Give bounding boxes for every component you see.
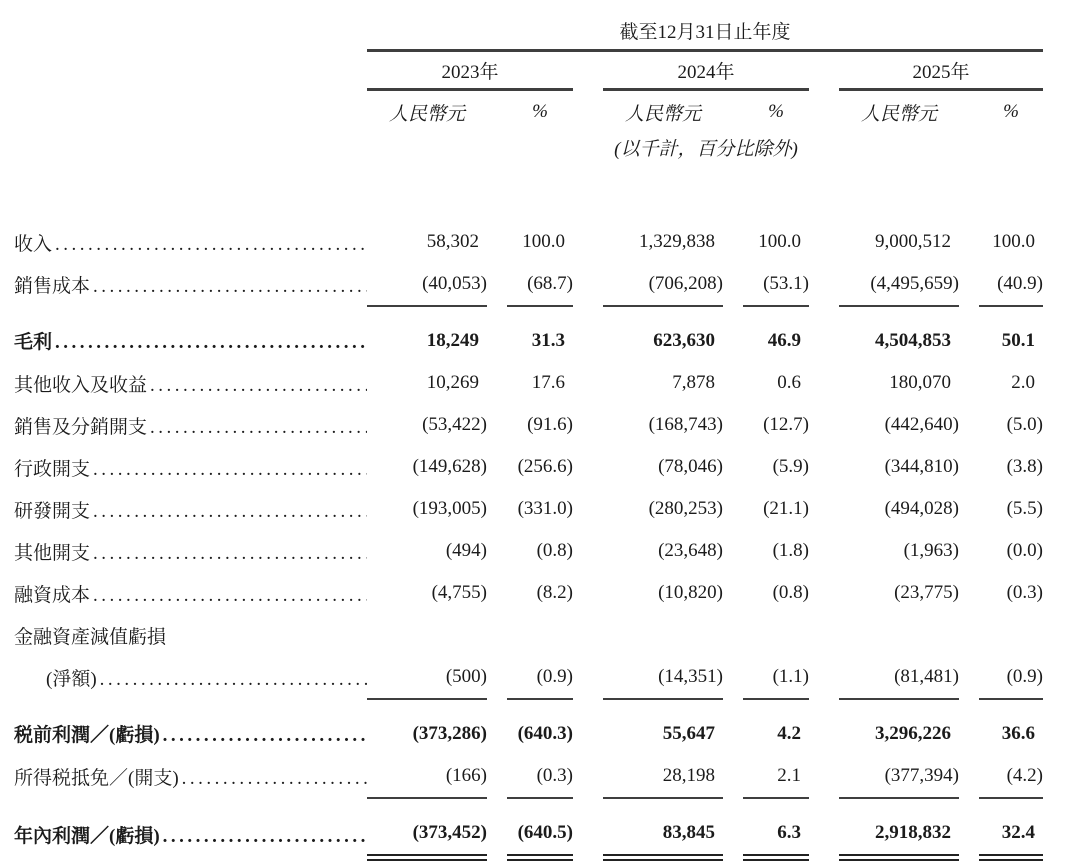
value-2023-pct: (331.0) xyxy=(517,498,573,519)
table-row xyxy=(14,446,1043,488)
column-gap xyxy=(809,699,839,755)
value-2024-pct: (12.7) xyxy=(763,414,809,435)
dot-leader xyxy=(100,669,367,691)
column-gap xyxy=(959,306,979,362)
value-2025-pct: 2.0 xyxy=(1011,372,1035,393)
value-2025-amount: (377,394) xyxy=(839,755,959,798)
column-gap xyxy=(573,656,603,699)
value-2024-amount: 55,647 xyxy=(662,723,715,744)
value-2025-pct: (5.5) xyxy=(1006,498,1043,519)
value-2024-amount: (168,743) xyxy=(648,414,723,435)
table-row xyxy=(14,404,1043,446)
column-gap xyxy=(809,306,839,362)
value-2024-pct: 46.9 xyxy=(767,330,801,351)
dot-leader xyxy=(182,768,367,790)
row-label: 毛利 xyxy=(14,332,53,353)
value-2023-amount: 10,269 xyxy=(426,372,479,393)
dot-leader xyxy=(55,234,367,256)
value-2024-pct: 2.1 xyxy=(743,755,809,798)
value-2024-amount: (23,648) xyxy=(658,540,723,561)
value-2023-pct: (91.6) xyxy=(527,414,573,435)
pct-header-2024: % xyxy=(768,101,784,122)
value-2025-amount: (23,775) xyxy=(894,582,959,603)
value-2024-pct: (1.1) xyxy=(743,656,809,699)
dot-leader xyxy=(93,459,367,481)
period-header: 截至12月31日止年度 xyxy=(367,12,1043,51)
value-2025-pct: 32.4 xyxy=(979,798,1043,858)
value-2023-pct xyxy=(507,614,573,656)
column-gap xyxy=(723,656,743,699)
table-row xyxy=(14,221,1043,263)
row-label: 所得税抵免／(開支) xyxy=(14,768,179,789)
table-row xyxy=(14,798,1043,858)
value-2023-pct: 17.6 xyxy=(531,372,565,393)
row-label: 税前利潤／(虧損) xyxy=(14,725,160,746)
row-label: 融資成本 xyxy=(14,584,91,606)
column-gap xyxy=(573,755,603,798)
column-gap xyxy=(723,572,743,614)
value-2024-pct: 6.3 xyxy=(743,798,809,858)
table-row xyxy=(14,263,1043,306)
value-2023-amount: (494) xyxy=(445,540,487,561)
column-gap xyxy=(487,614,507,656)
row-label: 金融資產減值虧損 xyxy=(14,626,167,648)
column-gap xyxy=(573,362,603,404)
column-gap xyxy=(487,362,507,404)
dot-leader xyxy=(93,543,367,565)
year-header-2023: 2023年 xyxy=(367,51,573,90)
value-2023-amount: (53,422) xyxy=(422,414,487,435)
dot-leader xyxy=(93,585,367,607)
column-gap xyxy=(959,404,979,446)
column-gap xyxy=(723,263,743,306)
column-gap xyxy=(487,798,507,858)
value-2023-amount: (40,053) xyxy=(367,263,487,306)
column-gap xyxy=(573,488,603,530)
value-2024-amount xyxy=(603,614,723,656)
column-gap xyxy=(573,699,603,755)
column-gap xyxy=(809,488,839,530)
column-gap xyxy=(959,699,979,755)
value-2023-amount: (373,452) xyxy=(367,798,487,858)
value-2024-pct: (5.9) xyxy=(772,456,809,477)
value-2024-pct xyxy=(743,614,809,656)
value-2025-amount: (81,481) xyxy=(839,656,959,699)
column-gap xyxy=(573,614,603,656)
value-2024-amount: (280,253) xyxy=(648,498,723,519)
column-gap xyxy=(809,90,839,134)
value-2023-pct: (68.7) xyxy=(507,263,573,306)
table-body xyxy=(14,221,1043,858)
value-2023-amount xyxy=(367,614,487,656)
column-gap xyxy=(487,446,507,488)
column-gap xyxy=(959,614,979,656)
value-2024-pct: 4.2 xyxy=(777,723,801,744)
value-2025-amount: (4,495,659) xyxy=(839,263,959,306)
value-2025-amount: (344,810) xyxy=(884,456,959,477)
value-2023-amount: (373,286) xyxy=(412,723,487,744)
unit-note: (以千計，百分比除外) xyxy=(614,138,798,160)
value-2024-amount: 83,845 xyxy=(603,798,723,858)
column-gap xyxy=(573,530,603,572)
amount-header-2023: 人民幣元 xyxy=(388,103,465,125)
value-2025-pct: (0.3) xyxy=(1006,582,1043,603)
column-gap xyxy=(487,306,507,362)
value-2023-pct: (256.6) xyxy=(517,456,573,477)
column-gap xyxy=(487,530,507,572)
column-gap xyxy=(959,572,979,614)
column-gap xyxy=(959,798,979,858)
column-gap xyxy=(959,656,979,699)
column-gap xyxy=(959,446,979,488)
value-2025-pct: (0.9) xyxy=(979,656,1043,699)
dot-leader xyxy=(163,725,367,747)
value-2023-pct: 100.0 xyxy=(522,231,565,252)
column-gap xyxy=(573,221,603,263)
column-gap xyxy=(959,755,979,798)
dot-leader xyxy=(55,332,367,354)
column-gap xyxy=(487,656,507,699)
year-header-row xyxy=(14,51,1043,90)
column-gap xyxy=(809,404,839,446)
value-2024-amount: (706,208) xyxy=(603,263,723,306)
column-gap xyxy=(809,263,839,306)
table-row xyxy=(14,572,1043,614)
value-2024-pct: (1.8) xyxy=(772,540,809,561)
column-gap xyxy=(573,306,603,362)
column-gap xyxy=(809,572,839,614)
column-gap xyxy=(959,530,979,572)
column-gap xyxy=(487,221,507,263)
amount-header-2025: 人民幣元 xyxy=(860,103,937,125)
row-label: (淨額) xyxy=(46,669,97,690)
value-2023-amount: (149,628) xyxy=(412,456,487,477)
value-2024-amount: 7,878 xyxy=(672,372,715,393)
column-gap xyxy=(487,488,507,530)
header-body-spacer xyxy=(14,161,1043,221)
row-label: 其他收入及收益 xyxy=(14,374,148,396)
column-gap xyxy=(723,488,743,530)
column-gap xyxy=(959,221,979,263)
value-2023-pct: (0.8) xyxy=(536,540,573,561)
column-gap xyxy=(809,798,839,858)
dot-leader xyxy=(93,276,367,298)
table-row xyxy=(14,656,1043,699)
value-2024-amount: 1,329,838 xyxy=(639,231,715,252)
column-gap xyxy=(809,656,839,699)
value-2025-amount: 4,504,853 xyxy=(875,330,951,351)
income-statement-table xyxy=(14,12,1043,861)
year-header-2025: 2025年 xyxy=(839,51,1043,90)
column-gap xyxy=(723,446,743,488)
column-gap xyxy=(723,362,743,404)
column-gap xyxy=(573,51,603,90)
dot-leader xyxy=(163,826,367,848)
dot-leader xyxy=(150,375,367,397)
table-row xyxy=(14,699,1043,755)
value-2025-amount: 3,296,226 xyxy=(875,723,951,744)
table-header xyxy=(14,12,1043,221)
value-2025-pct: 50.1 xyxy=(1001,330,1035,351)
column-gap xyxy=(487,755,507,798)
year-header-2024: 2024年 xyxy=(603,51,809,90)
value-2023-amount: 58,302 xyxy=(426,231,479,252)
pct-header-2025: % xyxy=(1003,101,1019,122)
table-row xyxy=(14,530,1043,572)
value-2023-pct: (0.9) xyxy=(507,656,573,699)
column-gap xyxy=(809,755,839,798)
column-gap xyxy=(959,362,979,404)
column-gap xyxy=(573,263,603,306)
column-gap xyxy=(487,404,507,446)
column-gap xyxy=(723,90,743,134)
column-gap xyxy=(809,614,839,656)
value-2025-amount: (442,640) xyxy=(884,414,959,435)
table-row xyxy=(14,488,1043,530)
value-2024-amount: (78,046) xyxy=(658,456,723,477)
value-2024-pct: (21.1) xyxy=(763,498,809,519)
column-gap xyxy=(723,306,743,362)
column-gap xyxy=(723,404,743,446)
column-gap xyxy=(959,488,979,530)
column-gap xyxy=(723,614,743,656)
row-label: 銷售及分銷開支 xyxy=(14,416,148,438)
value-2025-pct: (4.2) xyxy=(979,755,1043,798)
value-2024-pct: 100.0 xyxy=(758,231,801,252)
column-gap xyxy=(959,90,979,134)
unit-note-row xyxy=(14,133,1043,161)
value-2023-amount: (4,755) xyxy=(431,582,487,603)
column-gap xyxy=(573,404,603,446)
period-header-row xyxy=(14,12,1043,51)
amount-header-2024: 人民幣元 xyxy=(624,103,701,125)
value-2025-pct xyxy=(979,614,1043,656)
column-gap xyxy=(809,530,839,572)
subheader-row xyxy=(14,90,1043,134)
value-2024-amount: (10,820) xyxy=(658,582,723,603)
column-gap xyxy=(959,263,979,306)
value-2025-pct: (40.9) xyxy=(979,263,1043,306)
value-2023-pct: (640.5) xyxy=(507,798,573,858)
column-gap xyxy=(487,699,507,755)
row-label: 年內利潤／(虧損) xyxy=(14,825,160,847)
table-row xyxy=(14,306,1043,362)
value-2023-amount: (193,005) xyxy=(412,498,487,519)
value-2025-amount: 180,070 xyxy=(889,372,951,393)
column-gap xyxy=(573,798,603,858)
value-2024-amount: 623,630 xyxy=(653,330,715,351)
value-2023-pct: 31.3 xyxy=(531,330,565,351)
value-2023-amount: (166) xyxy=(367,755,487,798)
column-gap xyxy=(809,51,839,90)
column-gap xyxy=(809,446,839,488)
value-2025-amount: 2,918,832 xyxy=(839,798,959,858)
value-2025-amount: (1,963) xyxy=(903,540,959,561)
dot-leader xyxy=(93,501,367,523)
value-2023-pct: (0.3) xyxy=(507,755,573,798)
column-gap xyxy=(809,362,839,404)
value-2025-pct: (3.8) xyxy=(1006,456,1043,477)
row-label: 其他開支 xyxy=(14,542,91,564)
table-row xyxy=(14,755,1043,798)
value-2023-amount: 18,249 xyxy=(426,330,479,351)
table-row xyxy=(14,614,1043,656)
value-2024-amount: 28,198 xyxy=(603,755,723,798)
row-label: 銷售成本 xyxy=(14,276,91,297)
value-2025-pct: 100.0 xyxy=(992,231,1035,252)
value-2024-amount: (14,351) xyxy=(603,656,723,699)
column-gap xyxy=(487,90,507,134)
value-2023-pct: (640.3) xyxy=(517,723,573,744)
value-2025-amount: (494,028) xyxy=(884,498,959,519)
column-gap xyxy=(723,755,743,798)
column-gap xyxy=(573,90,603,134)
value-2024-pct: (0.8) xyxy=(772,582,809,603)
value-2025-amount: 9,000,512 xyxy=(875,231,951,252)
column-gap xyxy=(723,798,743,858)
value-2025-pct: (0.0) xyxy=(1006,540,1043,561)
value-2023-pct: (8.2) xyxy=(536,582,573,603)
column-gap xyxy=(573,572,603,614)
value-2025-amount xyxy=(839,614,959,656)
column-gap xyxy=(809,221,839,263)
value-2025-pct: 36.6 xyxy=(1001,723,1035,744)
value-2023-amount: (500) xyxy=(367,656,487,699)
row-label: 研發開支 xyxy=(14,500,91,522)
column-gap xyxy=(487,263,507,306)
column-gap xyxy=(723,530,743,572)
value-2024-pct: 0.6 xyxy=(777,372,801,393)
row-label: 收入 xyxy=(14,233,53,255)
value-2024-pct: (53.1) xyxy=(743,263,809,306)
value-2025-pct: (5.0) xyxy=(1006,414,1043,435)
pct-header-2023: % xyxy=(532,101,548,122)
column-gap xyxy=(723,221,743,263)
dot-leader xyxy=(150,417,367,439)
column-gap xyxy=(487,572,507,614)
column-gap xyxy=(573,446,603,488)
column-gap xyxy=(723,699,743,755)
row-label: 行政開支 xyxy=(14,458,91,480)
table-row xyxy=(14,362,1043,404)
